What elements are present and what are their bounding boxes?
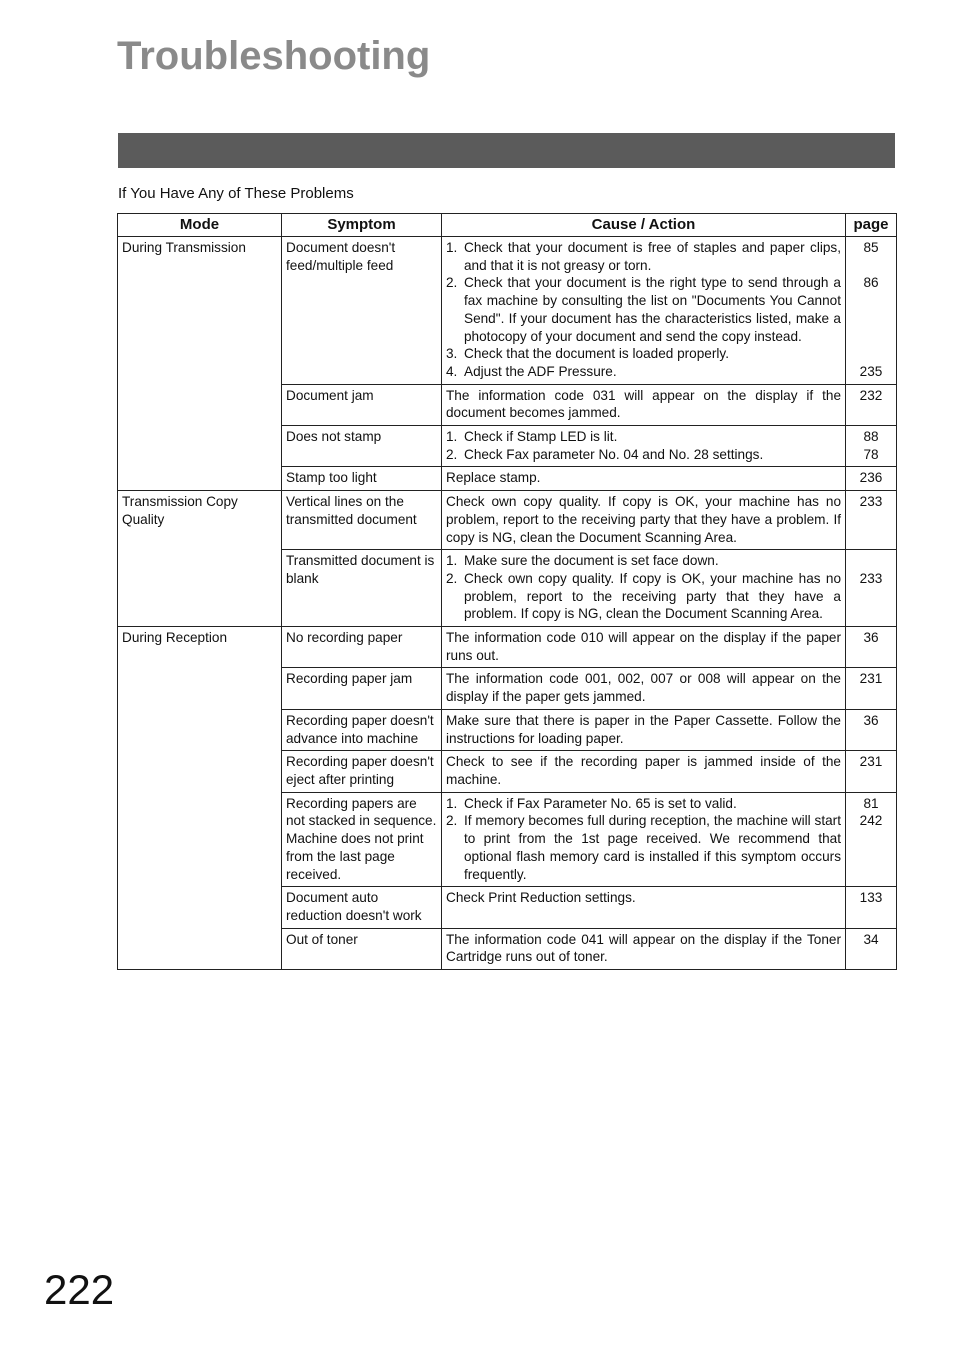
cause-action-cell: Make sure that there is paper in the Paper Cassette. Follow the instructions for loading paper. [442, 709, 846, 750]
page-ref: 85 [863, 240, 879, 255]
table-row [118, 491, 897, 550]
page-title: Troubleshooting [117, 34, 431, 78]
action-step: 1. Check if Stamp LED is lit. [446, 429, 618, 445]
cause-action-cell: Check own copy quality. If copy is OK, your machine has no problem, report to the receiving party that they have a problem. If copy is NG, clean the Document Scanning Area. [442, 491, 846, 550]
symptom-cell: Recording paper doesn't eject after printing [282, 751, 442, 792]
action-step: 2. If memory becomes full during reception, the machine will start to print from the 1st page received. We recommend that optional flash memory card is installed if this symptom occurs frequently. [446, 813, 841, 882]
page-ref: 78 [863, 446, 879, 462]
symptom-cell: Stamp too light [282, 467, 442, 491]
page-ref-cell [846, 550, 897, 627]
cause-action-cell: Replace stamp. [442, 467, 846, 491]
symptom-cell: Vertical lines on the transmitted document [282, 491, 442, 550]
column-header-symptom: Symptom [282, 214, 442, 237]
page-ref: 88 [863, 429, 879, 445]
action-step: 2. Check that your document is the right type to send through a fax machine by consulting the list on "Documents You Cannot Send". If your document has the characteristics listed, make a photocopy of your document and send the copy instead. [446, 275, 841, 344]
page-ref-cell: 36 [846, 627, 897, 668]
table-row [118, 237, 897, 385]
symptom-cell: No recording paper [282, 627, 442, 668]
column-header-cause-action: Cause / Action [442, 214, 846, 237]
mode-cell: During Reception [118, 627, 282, 970]
page-number: 222 [44, 1266, 115, 1313]
cause-action-cell: Check to see if the recording paper is jammed inside of the machine. [442, 751, 846, 792]
page-ref-cell: 34 [846, 928, 897, 969]
column-header-mode: Mode [118, 214, 282, 237]
page-ref-cell: 232 [846, 384, 897, 425]
cause-action-cell: The information code 031 will appear on the display if the document becomes jammed. [442, 384, 846, 425]
page-ref-cell: 133 [846, 887, 897, 928]
section-heading: If You Have Any of These Problems [118, 185, 354, 202]
symptom-cell: Out of toner [282, 928, 442, 969]
cause-action-cell: Check Print Reduction settings. [442, 887, 846, 928]
symptom-cell: Recording paper doesn't advance into machine [282, 709, 442, 750]
action-step: 2. Check own copy quality. If copy is OK, your machine has no problem, report to the receiving party that they have a problem. If copy is NG, clean the Document Scanning Area. [446, 570, 841, 622]
action-step: 1. Check that your document is free of staples and paper clips, and that it is not greasy or torn. [446, 240, 841, 273]
page-ref-cell [846, 237, 897, 385]
symptom-cell: Document jam [282, 384, 442, 425]
action-step: 1. Check if Fax Parameter No. 65 is set to valid. [446, 795, 737, 811]
page-ref-cell: 236 [846, 467, 897, 491]
page-ref: 86 [863, 275, 879, 291]
troubleshooting-table [117, 213, 897, 970]
table-header-row [118, 214, 897, 237]
cause-action-cell [442, 426, 846, 467]
page-ref-cell: 231 [846, 751, 897, 792]
action-step: 2. Check Fax parameter No. 04 and No. 28 settings. [446, 446, 764, 462]
table-row [118, 627, 897, 668]
symptom-cell: Does not stamp [282, 426, 442, 467]
action-step: 3. Check that the document is loaded properly. [446, 346, 729, 362]
page-ref: 235 [859, 363, 883, 379]
cause-action-cell: The information code 010 will appear on the display if the paper runs out. [442, 627, 846, 668]
symptom-cell: Document auto reduction doesn't work [282, 887, 442, 928]
symptom-cell: Document doesn't feed/multiple feed [282, 237, 442, 385]
column-header-page: page [846, 214, 897, 237]
page-ref: 242 [859, 813, 883, 829]
page-ref-cell: 36 [846, 709, 897, 750]
cause-action-cell [442, 550, 846, 627]
page-ref: 233 [859, 570, 883, 586]
mode-cell: Transmission Copy Quality [118, 491, 282, 627]
action-step: 1. Make sure the document is set face down. [446, 553, 719, 569]
section-banner [118, 133, 895, 168]
page-ref-cell: 233 [846, 491, 897, 550]
page-ref-cell [846, 792, 897, 887]
symptom-cell: Recording paper jam [282, 668, 442, 709]
cause-action-cell: The information code 041 will appear on the display if the Toner Cartridge runs out of toner. [442, 928, 846, 969]
cause-action-cell [442, 792, 846, 887]
action-step: 4. Adjust the ADF Pressure. [446, 363, 617, 379]
cause-action-cell: The information code 001, 002, 007 or 008 will appear on the display if the paper gets jammed. [442, 668, 846, 709]
cause-action-cell [442, 237, 846, 385]
symptom-cell: Recording papers are not stacked in sequence. Machine does not print from the last page received. [282, 792, 442, 887]
symptom-cell: Transmitted document is blank [282, 550, 442, 627]
mode-cell: During Transmission [118, 237, 282, 491]
page-ref-cell: 231 [846, 668, 897, 709]
page-ref-cell [846, 426, 897, 467]
page-ref: 81 [863, 795, 879, 811]
